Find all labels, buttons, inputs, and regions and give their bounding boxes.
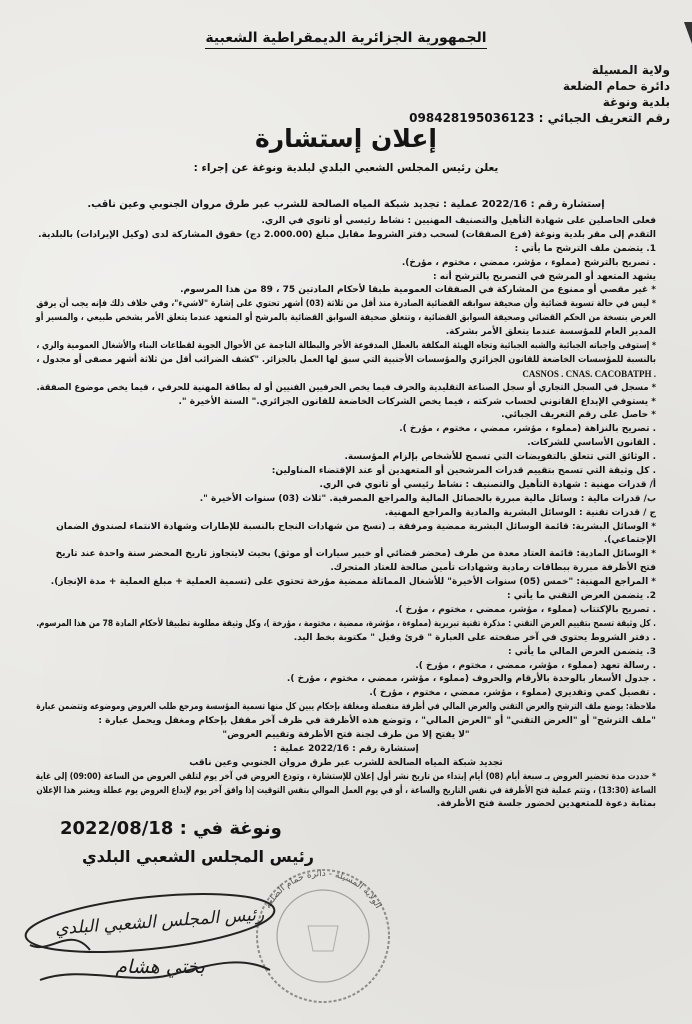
body-line: "ملف الترشح" أو "العرض التقني" أو "العرض المالي" ، وتوضع هذه الأظرفة في ظرف آخر مقفل بإحكام ومغفل ويحمل عبارة : (98, 716, 656, 727)
tax-id-value: 098428195036123 (409, 111, 535, 125)
body-line: . الوثائق التي تتعلق بالتفويضات التي تسمح للأشخاص بإلزام المؤسسة. (344, 452, 656, 463)
body-line: بمثابة دعوة للمتعهدين لحضور جلسة فتح الأظرفة. (436, 799, 656, 810)
body-line: الساعة (13:30) ، وتتم عملية فتح الأظرفة في نفس التاريخ والساعة ، أو في يوم العمل الموالي بنفس التوقيت إذا وافق آخر يوم لإيداع العروض يوم عطلة ويعتبر هذا الإعلان (36, 785, 656, 796)
body-line: 1. يتضمن ملف الترشح ما يأتي : (514, 243, 656, 254)
document-title: إعلان إستشارة (254, 124, 437, 153)
body-line: * مسجل في السجل التجاري أو سجل الصناعة التقليدية والحرف فيما يخص الحرفيين الفنيين أو له بطاقة المهنية للحرفي ، فيما يخص موضوع الصفقة. (36, 382, 657, 393)
body-line: . تصريح بالترشح (مملوء ، مؤشر، ممضي ، مختوم ، مؤرخ). (401, 257, 656, 268)
place-date: ونوغة في : 2022/08/18 (60, 818, 282, 839)
body-line: ملاحظة: يوضع ملف الترشح والعرض التقني والعرض المالي في أظرفة منفصلة ومغلقة بإحكام يبين كل منها تسمية المؤسسة ومرجع طلب العروض وموضوعه وتتضمن عبارة (36, 702, 656, 713)
svg-text:رئيس المجلس الشعبي البلدي: رئيس المجلس الشعبي البلدي (54, 904, 265, 940)
body-line: فتح الأظرفة مبررة ببطاقات رمادية وشهادات تأمين صالحة للعتاد المتحرك. (330, 563, 656, 574)
consultation-reference: إستشارة رقم : 2022/16 عملية : تجديد شبكة المياه الصالحة للشرب عبر طرق مروان الجنوبي وعين ناقب. (87, 199, 605, 210)
body-line: * المراجع المهنية: "خمس (05) سنوات الأخيرة" للأشغال المماثلة ممضية مؤرخة تحتوي على (تسمية العملية + مبلغ العملية + مدة الإنجاز). (50, 577, 656, 588)
body-line: يشهد المتعهد أو المرشح في التصريح بالترشح أنه : (433, 271, 656, 282)
body-line: . جدول الأسعار بالوحدة بالأرقام والحروف (مملوء ، مؤشر، ممضي ، مختوم ، مؤرخ ). (286, 674, 656, 685)
body-line: ج / قدرات تقنية : الوسائل البشرية والمادية والمراجع المهنية. (384, 507, 656, 518)
body-line: * الوسائل البشرية: قائمة الوسائل البشرية ممضية ومرفقة بـ (نسخ من شهادات النجاح بالنسبة للإطارات وشهادة الانتماء لصندوق الضمان (56, 521, 656, 532)
body-line: . رسالة تعهد (مملوء ، مؤشر، ممضي ، مختوم ، مؤرخ ). (415, 660, 656, 671)
body-line: التقدم إلى مقر بلدية ونوغة (فرع الصفقات) لسحب دفتر الشروط مقابل مبلغ (2.000.00 دج) حقوق المشاركة لدى (وكيل الإيرادات) بالبلدية. (38, 229, 656, 240)
wilaya: ولاية المسيلة (591, 63, 670, 77)
body-line: "لا يفتح إلا من طرف لجنة فتح الأظرفة وتقييم العروض" (222, 729, 470, 740)
body-line: أ/ قدرات مهنية : شهادة التأهيل والتصنيف : نشاط رئيسي أو ثانوي في الري. (319, 479, 656, 490)
body-line: * حاصل على رقم التعريف الجبائي. (501, 410, 656, 421)
body-line: * الوسائل المادية: قائمة العتاد معدة من طرف (محضر قضائي أو خبير سيارات أو موثق) بحيث لايتجاوز تاريخ المحضر سنة واحدة عند تاريخ (55, 549, 656, 560)
body-line: إستشارة رقم : 2022/16 عملية : (273, 743, 419, 754)
tax-id-label: رقم التعريف الجبائي : (538, 111, 670, 125)
tax-id-row (409, 111, 670, 125)
republic-heading (0, 30, 692, 46)
body-line: CASNOS . CNAS. CACOBATPH . (522, 368, 656, 379)
body-line: 2. يتضمن العرض التقني ما يأتي : (507, 591, 656, 602)
body-line: * إستوفى واجباته الجبائية والشبه الجبائية وتجاه الهيئة المكلفة بالعطل المدفوعة الأجر والبطالة الناجمة عن الأحوال الجوية لقطاعات البناء والأشغال العمومية والري ، (36, 341, 657, 352)
daira: دائرة حمام الضلعة (562, 79, 670, 93)
body-line: * غير مقصي أو ممنوع من المشاركة في الصفقات العمومية طبقا لأحكام المادتين 75 ، 89 من هذا المرسوم. (180, 285, 656, 296)
republic-text: الجمهورية الجزائرية الديمقراطية الشعبية (205, 30, 486, 49)
body-line: تجديد شبكة المياه الصالحة للشرب عبر طرق مروان الجنوبي وعين ناقب (189, 757, 503, 768)
body-line: بالنسبة للمؤسسات الخاضعة للقانون الجزائري والمؤسسات الأجنبية التي سبق لها العمل بالجزائر. "كشف الضرائب أقل من ثلاثة أشهر مصفى أو مجدول ، (36, 354, 656, 365)
signatory-title: رئيس المجلس الشعبي البلدي (82, 847, 314, 866)
body-line: * حددت مدة تحضير العروض بـ سبعة أيام (08) أيام إبتداء من تاريخ نشر أول إعلان للإستشارة ، وتودع العروض في آخر يوم لتلقي العروض من الساعة (09:00) إلى غاية (35, 771, 656, 782)
body-line: المدير العام للمؤسسة عندما يتعلق الأمر بشركة. (445, 327, 656, 338)
body-line: * ليس في حالة تسوية قضائية وأن صحيفة سوابقه القضائية الصادرة منذ أقل من ثلاثة (03) أشهر تحتوي على إشارة "لاشيء"، وفي خلاف ذلك فإنه يجب أن يرفق (36, 299, 656, 310)
handwritten-signature (10, 885, 290, 995)
body-line: . القانون الأساسي للشركات. (527, 438, 656, 449)
commune: بلدية ونوغة (602, 95, 670, 109)
body-line: . تصريح بالإكتتاب (مملوء ، مؤشر، ممضي ، مختوم ، مؤرخ ). (394, 604, 656, 615)
body-line: فعلى الحاصلين على شهادة التأهيل والتصنيف المهنيين : نشاط رئيسي أو ثانوي في الري. (261, 216, 656, 226)
body-line: * يستوفي الإيداع القانوني لحساب شركته ، فيما يخص الشركات الخاضعة للقانون الجزائري." السنة الأخيرة ". (178, 396, 656, 407)
body-line: . دفتر الشروط يحتوي في آخر صفحته على العبارة " قرئ وقبل " مكتوبة بخط اليد. (293, 632, 656, 643)
body-line: . كل وثيقة التي تسمح بتقييم قدرات المرشحين أو المتعهدين أو عند الإقتضاء المناولين: (271, 466, 656, 477)
svg-text:بختي هشام: بختي هشام (115, 956, 205, 978)
svg-text:الولاية المسيلة - دائرة حمام ا: الولاية المسيلة - دائرة حمام الضلعة (263, 868, 383, 911)
document-body (36, 215, 656, 812)
document-subtitle: يعلن رئيس المجلس الشعبي البلدي لبلدية ونوغة عن إجراء : (193, 162, 499, 174)
body-line: الإجتماعي). (603, 535, 656, 546)
body-line: 3. يتضمن العرض المالي ما يأتي : (508, 646, 656, 657)
body-line: . تصريح بالنزاهة (مملوء ، مؤشر، ممضي ، مختوم ، مؤرخ ). (399, 424, 656, 435)
body-line: . كل وثيقة تسمح بتقييم العرض التقني : مذكرة تقنية تبريرية (مملوءة ، مؤشرة، ممضية ، مختومة ، مؤرخة )، وكل وثيقة مطلوبة تطبيقا لأحكام المادة 78 من هذا المرسوم. (36, 618, 656, 629)
body-line: العرض بنسخة من الحكم القضائي وصحيفة السوابق القضائية ، وتتعلق صحيفة السوابق القضائية بالمرشح أو المتعهد عندما يتعلق الأمر بشخص طبيعي ، والمسير أو (35, 313, 657, 324)
body-line: . تفصيل كمي وتقديري (مملوء ، مؤشر، ممضي ، مختوم ، مؤرخ ). (369, 688, 656, 699)
body-line: ب/ قدرات مالية : وسائل مالية مبررة بالحصائل المالية والمراجع المصرفية. "ثلاث (03) سنوات الأخيرة ". (199, 493, 656, 504)
